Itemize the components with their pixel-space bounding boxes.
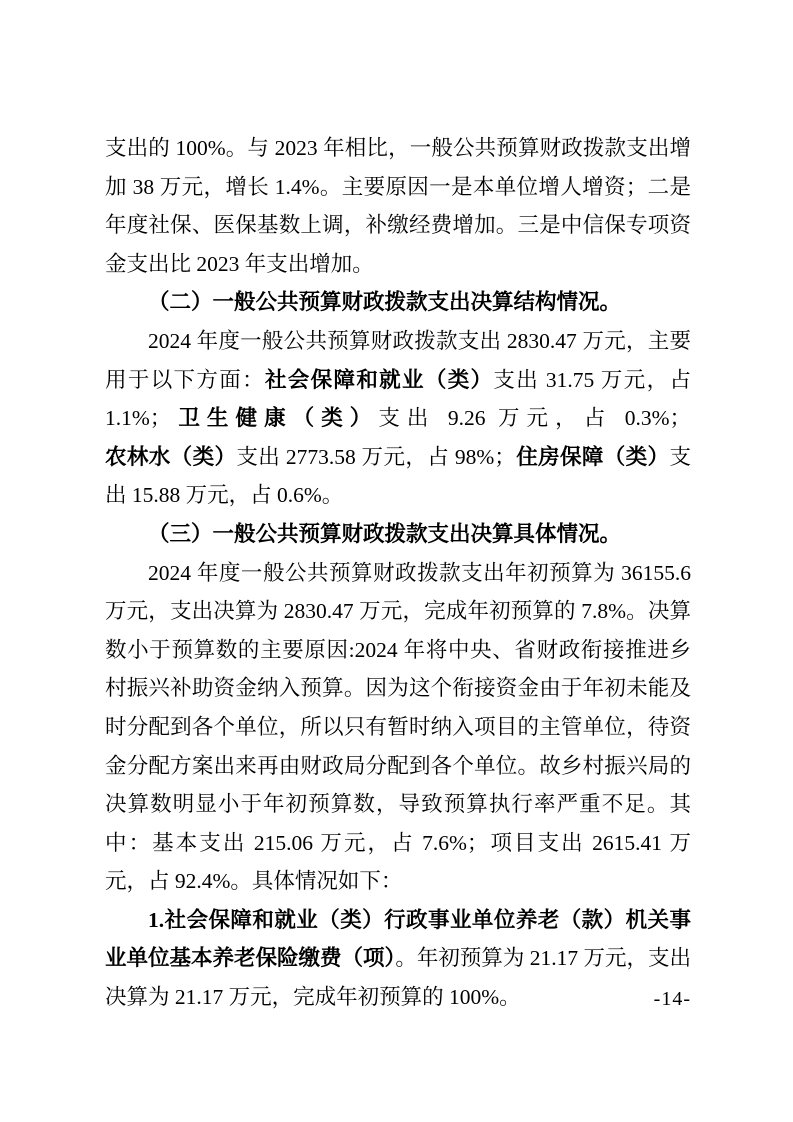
text-run: 。年初预算为 21.17 万元，支出决算为 21.17 万元，完成年初预算的 100%。: [105, 946, 691, 1010]
section-heading-3: （三）一般公共预算财政拨款支出决算具体情况。: [148, 521, 622, 546]
text-run: 支出 2773.58 万元，占 98%；: [236, 444, 516, 469]
document-body: [105, 129, 691, 1017]
text-run: 支出 31.75 万元，占 1.1%；: [105, 367, 691, 431]
page-number: -14-: [653, 988, 691, 1010]
text-run: 支出 15.88 万元，占 0.6%。: [105, 444, 691, 508]
text-run: 2024 年度一般公共预算财政拨款支出 2830.47 万元，主要用于以下方面：: [105, 328, 691, 392]
text-run-bold: 农林水（类）: [105, 444, 237, 469]
text-run-bold: 住房保障（类）: [515, 444, 670, 469]
paragraph-detail: 2024 年度一般公共预算财政拨款支出年初预算为 36155.6 万元，支出决算为 2830.47 万元，完成年初预算的 7.8%。决算数小于预算数的主要原因:2024 年将中央、省财政衔接推进乡村振兴补助资金纳入预算。因为这个衔接资金由于年初未能及时分配到各个单位，所以只有暂时纳入项目的主管单位，待资金分配方案出来再由财政局分配到各个单位。故乡村振兴局的决算数明显小于年初预算数，导致预算执行率严重不足。其中：基本支出 215.06 万元，占 7.6%；项目支出 2615.41 万元，占 92.4%。具体情况如下：: [105, 560, 691, 894]
section-heading-2: （二）一般公共预算财政拨款支出决算结构情况。: [148, 290, 622, 315]
text-run: 支出 9.26 万元，占 0.3%；: [378, 406, 691, 431]
text-run-bold: 社会保障和就业（类）: [264, 367, 494, 392]
text-run-bold: 1.社会保障和就业（类）行政事业单位养老（款）机关事业单位基本养老保险缴费（项）: [105, 907, 691, 971]
text-run-bold: 卫生健康（类）: [171, 406, 379, 431]
paragraph-continuation: 支出的 100%。与 2023 年相比，一般公共预算财政拨款支出增加 38 万元，增长 1.4%。主要原因一是本单位增人增资；二是年度社保、医保基数上调，补缴经费增加。三是中信保专项资金支出比 2023 年支出增加。: [105, 136, 691, 276]
paragraph-structure: [105, 322, 691, 515]
